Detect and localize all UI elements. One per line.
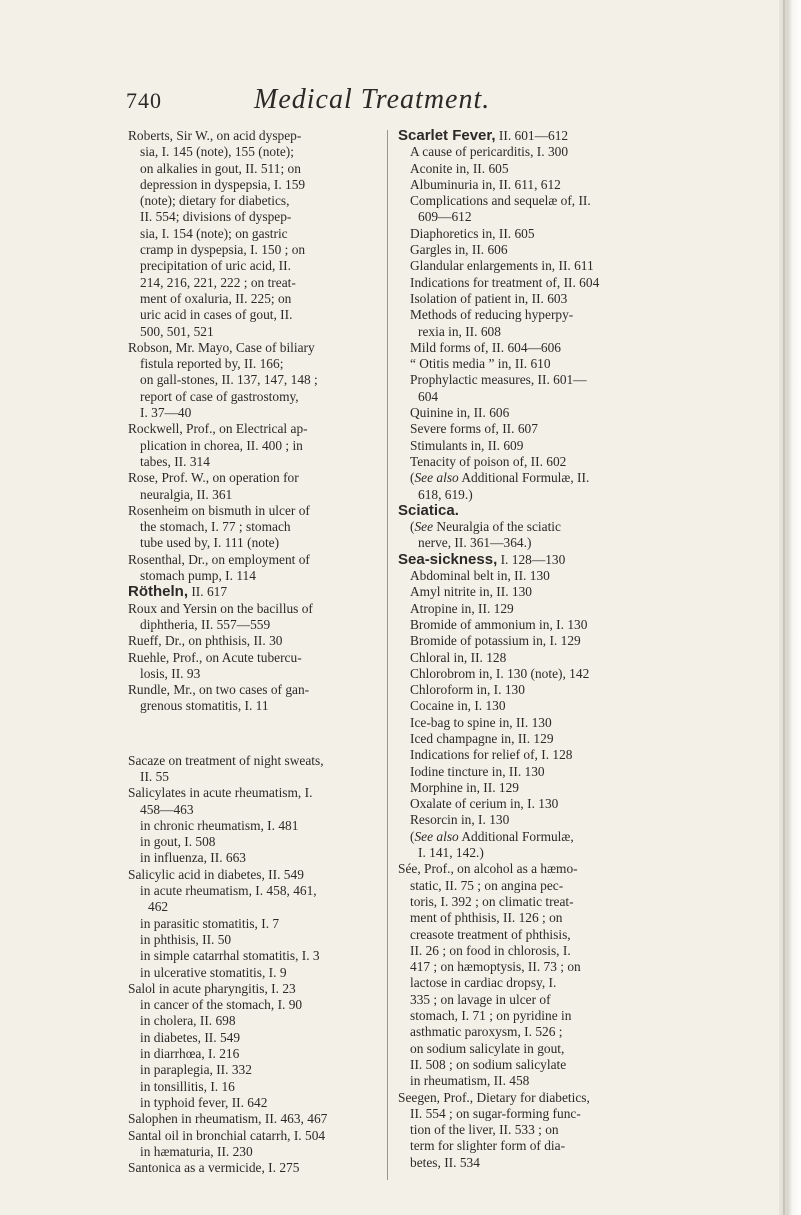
index-entry: [128, 340, 382, 421]
index-line: the stomach, I. 77 ; stomach: [140, 519, 291, 535]
index-entry: [128, 128, 382, 340]
index-line: in hæmaturia, II. 230: [140, 1143, 253, 1159]
entry-heading: Scarlet Fever,: [398, 127, 496, 144]
index-line: Iodine tincture in, II. 130: [410, 763, 545, 779]
see-reference: See also: [414, 828, 459, 844]
index-entry: [128, 1144, 382, 1160]
index-line: losis, II. 93: [140, 665, 201, 681]
index-line: Quinine in, II. 606: [410, 405, 510, 421]
index-line: Sacaze on treatment of night sweats,: [128, 752, 324, 768]
index-line: in influenza, II. 663: [140, 850, 246, 866]
index-line: 214, 216, 221, 222 ; on treat-: [140, 274, 296, 290]
index-line: in gout, I. 508: [140, 834, 216, 850]
index-entry: [128, 682, 382, 715]
index-line: in diabetes, II. 549: [140, 1029, 241, 1045]
index-line: [398, 503, 660, 519]
index-line: Robson, Mr. Mayo, Case of biliary: [128, 339, 315, 355]
index-line: Chlorobrom in, I. 130 (note), 142: [410, 665, 590, 681]
index-line: II. 554 ; on sugar-forming func-: [410, 1105, 581, 1121]
index-line: in simple catarrhal stomatitis, I. 3: [140, 948, 320, 964]
index-line: Seegen, Prof., Dietary for diabetics,: [398, 1089, 590, 1105]
index-line: Diaphoretics in, II. 605: [410, 225, 535, 241]
index-entry: [128, 1111, 382, 1127]
index-line: Abdominal belt in, II. 130: [410, 568, 550, 584]
index-line: in tonsillitis, I. 16: [140, 1078, 235, 1094]
page-header: [126, 84, 686, 122]
index-line: Santal oil in bronchial catarrh, I. 504: [128, 1127, 326, 1143]
index-line: II. 55: [140, 768, 170, 784]
index-line: tabes, II. 314: [140, 453, 210, 469]
index-line: Salophen in rheumatism, II. 463, 467: [128, 1111, 328, 1127]
index-entry: [128, 601, 382, 634]
index-entry: [128, 1160, 382, 1176]
index-line: Ice-bag to spine in, II. 130: [410, 714, 552, 730]
index-line: Indications for treatment of, II. 604: [410, 274, 600, 290]
index-line: on alkalies in gout, II. 511; on: [140, 160, 301, 176]
index-line: Resorcin in, I. 130: [410, 812, 510, 828]
index-entry: [128, 470, 382, 503]
index-line: (note); dietary for diabetics,: [140, 193, 290, 209]
index-entry: [128, 633, 382, 649]
index-line: in chronic rheumatism, I. 481: [140, 817, 299, 833]
index-line: in phthisis, II. 50: [140, 931, 232, 947]
index-line: lactose in cardiac dropsy, I.: [410, 975, 557, 991]
index-line: Tenacity of poison of, II. 602: [410, 453, 567, 469]
index-line: Ruehle, Prof., on Acute tubercu-: [128, 649, 302, 665]
index-line: Atropine in, II. 129: [410, 600, 514, 616]
index-line: in ulcerative stomatitis, I. 9: [140, 964, 287, 980]
index-line: II. 508 ; on sodium salicylate: [410, 1056, 567, 1072]
index-entry: [128, 1128, 382, 1144]
index-line: Amyl nitrite in, II. 130: [410, 584, 532, 600]
index-line: plication in chorea, II. 400 ; in: [140, 437, 303, 453]
index-line: Bromide of potassium in, I. 129: [410, 633, 581, 649]
index-line: II. 26 ; on food in chlorosis, I.: [410, 942, 571, 958]
index-line: Stimulants in, II. 609: [410, 437, 524, 453]
index-line: Prophylactic measures, II. 601—: [410, 372, 587, 388]
index-line: Scarlet Fever, II. 601—612: [398, 127, 569, 144]
index-line: asthmatic paroxysm, I. 526 ;: [410, 1024, 563, 1040]
index-line: “ Otitis media ” in, II. 610: [410, 356, 551, 372]
index-line: static, II. 75 ; on angina pec-: [410, 877, 564, 893]
index-line: A cause of pericarditis, I. 300: [410, 144, 569, 160]
index-line: 609—612: [418, 209, 472, 225]
index-column-left: [128, 128, 382, 1176]
entry-heading: Sciatica.: [398, 501, 459, 519]
index-line: tion of the liver, II. 533 ; on: [410, 1122, 559, 1138]
running-title: Medical Treatment.: [254, 84, 491, 115]
index-line: in diarrhœa, I. 216: [140, 1046, 240, 1062]
section-gap: [128, 715, 382, 753]
index-line: cramp in dyspepsia, I. 150 ; on: [140, 242, 306, 258]
index-line: 417 ; on hæmoptysis, II. 73 ; on: [410, 959, 581, 975]
index-line: Oxalate of cerium in, I. 130: [410, 796, 559, 812]
index-line: in parasitic stomatitis, I. 7: [140, 915, 280, 931]
index-entry: [398, 861, 660, 1089]
index-line: in acute rheumatism, I. 458, 461,: [140, 883, 317, 899]
column-divider: [387, 130, 388, 1180]
index-entry: [398, 1090, 660, 1171]
index-line: Roux and Yersin on the bacillus of: [128, 600, 313, 616]
index-line: rexia in, II. 608: [418, 323, 501, 339]
index-line: 335 ; on lavage in ulcer of: [410, 991, 551, 1007]
index-line: Severe forms of, II. 607: [410, 421, 538, 437]
index-line: (See also Additional Formulæ, II.: [410, 470, 590, 486]
index-column-right: [398, 128, 660, 1171]
index-line: term for slighter form of dia-: [410, 1138, 566, 1154]
index-line: Santonica as a vermicide, I. 275: [128, 1160, 300, 1176]
index-line: Glandular enlargements in, II. 611: [410, 258, 594, 274]
index-line: on gall-stones, II. 137, 147, 148 ;: [140, 372, 318, 388]
index-line: Rosenthal, Dr., on employment of: [128, 551, 310, 567]
index-line: (See also Additional Formulæ,: [410, 828, 574, 844]
index-line: in typhoid fever, II. 642: [140, 1094, 268, 1110]
index-line: grenous stomatitis, I. 11: [140, 698, 269, 714]
see-reference: See: [414, 519, 434, 535]
index-entry: [398, 503, 660, 552]
index-line: Complications and sequelæ of, II.: [410, 193, 591, 209]
index-line: Sée, Prof., on alcohol as a hæmo-: [398, 861, 578, 877]
index-line: diphtheria, II. 557—559: [140, 616, 271, 632]
index-line: Chloroform in, I. 130: [410, 682, 525, 698]
index-line: Rundle, Mr., on two cases of gan-: [128, 682, 310, 698]
index-line: Albuminuria in, II. 611, 612: [410, 176, 561, 192]
index-line: fistula reported by, II. 166;: [140, 356, 284, 372]
index-line: nerve, II. 361—364.): [418, 535, 532, 551]
index-entry: [128, 867, 382, 981]
index-line: 458—463: [140, 801, 194, 817]
index-line: Rose, Prof. W., on operation for: [128, 470, 299, 486]
index-line: I. 37—40: [140, 405, 192, 421]
index-line: Isolation of patient in, II. 603: [410, 290, 568, 306]
index-line: 604: [418, 388, 439, 404]
index-line: 618, 619.): [418, 486, 473, 502]
index-entry: [398, 128, 660, 503]
index-line: stomach pump, I. 114: [140, 568, 256, 584]
index-line: 500, 501, 521: [140, 323, 214, 339]
index-entry: [128, 981, 382, 1111]
index-line: Gargles in, II. 606: [410, 242, 508, 258]
index-entry: [128, 753, 382, 786]
index-entry: [398, 552, 660, 862]
index-line: Aconite in, II. 605: [410, 160, 509, 176]
index-line: Roberts, Sir W., on acid dyspep-: [128, 128, 302, 143]
index-line: report of case of gastrostomy,: [140, 388, 299, 404]
index-line: Rockwell, Prof., on Electrical ap-: [128, 421, 308, 437]
page-edge-line: [783, 0, 785, 1215]
index-line: Sea-sickness, I. 128—130: [398, 550, 566, 568]
index-line: tube used by, I. 111 (note): [140, 535, 280, 551]
page-number: 740: [126, 88, 162, 113]
index-entry: [128, 503, 382, 552]
index-entry: [128, 552, 382, 585]
index-line: uric acid in cases of gout, II.: [140, 307, 293, 323]
index-line: sia, I. 145 (note), 155 (note);: [140, 144, 294, 160]
index-line: I. 141, 142.): [418, 845, 484, 861]
index-line: on sodium salicylate in gout,: [410, 1040, 565, 1056]
index-line: precipitation of uric acid, II.: [140, 258, 291, 274]
index-line: 462: [148, 899, 169, 915]
index-line: Rosenheim on bismuth in ulcer of: [128, 502, 310, 518]
index-line: Indications for relief of, I. 128: [410, 747, 573, 763]
index-line: betes, II. 534: [410, 1154, 480, 1170]
index-line: Salicylates in acute rheumatism, I.: [128, 785, 313, 801]
index-line: Bromide of ammonium in, I. 130: [410, 616, 588, 632]
index-line: Salol in acute pharyngitis, I. 23: [128, 980, 296, 996]
index-line: II. 554; divisions of dyspep-: [140, 209, 292, 225]
entry-heading: Sea-sickness,: [398, 550, 498, 568]
index-line: in cholera, II. 698: [140, 1013, 236, 1029]
index-line: Iced champagne in, II. 129: [410, 730, 554, 746]
index-line: in paraplegia, II. 332: [140, 1062, 252, 1078]
index-entry: [128, 584, 382, 600]
index-entry: [128, 650, 382, 683]
index-line: sia, I. 154 (note); on gastric: [140, 225, 288, 241]
index-line: (See Neuralgia of the sciatic: [410, 519, 561, 535]
index-entry: [128, 421, 382, 470]
index-line: in cancer of the stomach, I. 90: [140, 997, 303, 1013]
index-line: Mild forms of, II. 604—606: [410, 339, 562, 355]
index-line: Rötheln, II. 617: [128, 583, 228, 601]
index-line: Morphine in, II. 129: [410, 779, 519, 795]
index-line: creasote treatment of phthisis,: [410, 926, 571, 942]
see-reference: See also: [414, 470, 459, 486]
index-line: ment of oxaluria, II. 225; on: [140, 290, 292, 306]
index-line: Methods of reducing hyperpy-: [410, 307, 574, 323]
index-line: toris, I. 392 ; on climatic treat-: [410, 893, 574, 909]
index-line: neuralgia, II. 361: [140, 486, 233, 502]
index-line: Salicylic acid in diabetes, II. 549: [128, 866, 304, 882]
index-line: Rueff, Dr., on phthisis, II. 30: [128, 633, 283, 649]
index-line: ment of phthisis, II. 126 ; on: [410, 910, 563, 926]
index-line: Cocaine in, I. 130: [410, 698, 506, 714]
index-entry: [128, 785, 382, 866]
index-line: stomach, I. 71 ; on pyridine in: [410, 1008, 572, 1024]
index-line: depression in dyspepsia, I. 159: [140, 176, 306, 192]
entry-heading: Rötheln,: [128, 583, 188, 601]
index-line: in rheumatism, II. 458: [410, 1073, 530, 1089]
index-line: Chloral in, II. 128: [410, 649, 507, 665]
